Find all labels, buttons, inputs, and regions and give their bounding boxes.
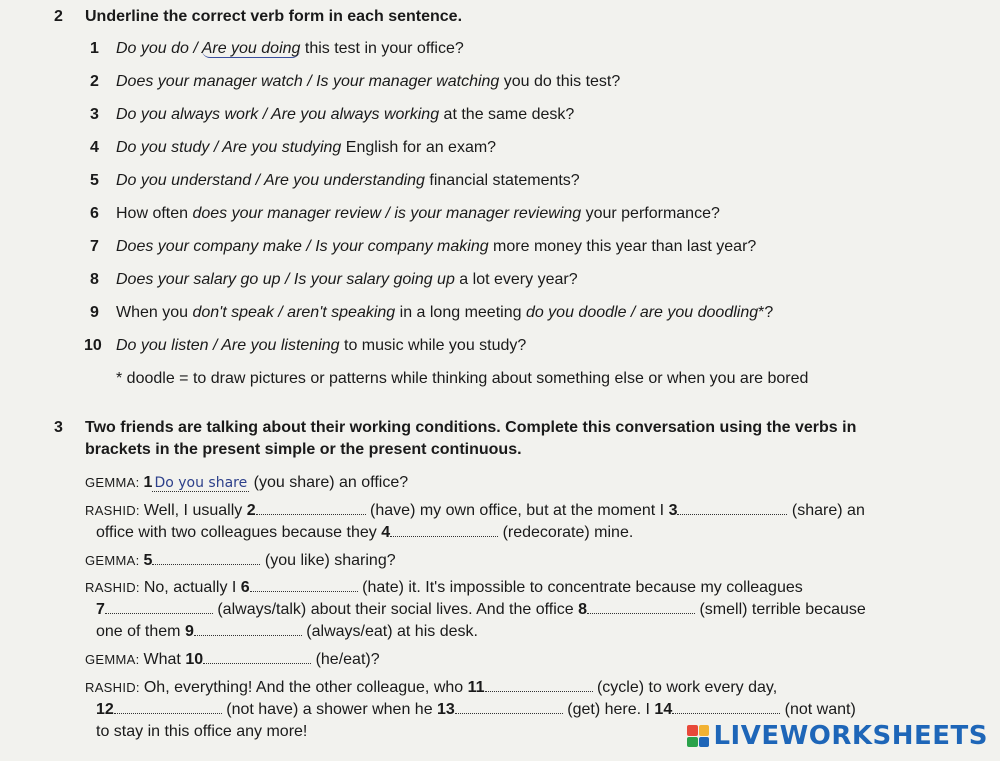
footnote: * doodle = to draw pictures or patterns while thinking about something else or when you are bored bbox=[116, 370, 809, 387]
exercise-2-item-7: 7 Does your company make / Is your company making more money this year than last year? bbox=[90, 238, 757, 255]
exercise-2-item-4: 4 Do you study / Are you studying English for an exam? bbox=[90, 139, 497, 156]
option-a[interactable]: Does your salary go up bbox=[116, 271, 281, 288]
dialogue-line-3: office with two colleagues because they 4 (redecorate) mine. bbox=[96, 524, 634, 541]
option-a[interactable]: Do you understand bbox=[116, 172, 252, 189]
option-b[interactable]: Is your salary going up bbox=[293, 271, 455, 288]
dialogue-line-5: RASHID: No, actually I 6 (hate) it. It's impossible to concentrate because my colleagues bbox=[85, 579, 803, 596]
option-a[interactable]: Do you do bbox=[116, 40, 189, 57]
dialogue-line-9: RASHID: Oh, everything! And the other colleague, who 11 (cycle) to work every day, bbox=[85, 679, 778, 696]
answer-field-6[interactable] bbox=[250, 579, 358, 592]
option-a[interactable]: Do you listen bbox=[116, 337, 209, 354]
exercise-2-item-1: 1 Do you do / Are you doing this test in your office? bbox=[90, 40, 464, 57]
option-b[interactable]: aren't speaking bbox=[287, 304, 396, 321]
exercise-2-item-8: 8 Does your salary go up / Is your salary going up a lot every year? bbox=[90, 271, 578, 288]
exercise-2-item-3: 3 Do you always work / Are you always working at the same desk? bbox=[90, 106, 575, 123]
answer-field-14[interactable] bbox=[672, 701, 780, 714]
option-a[interactable]: Does your manager watch bbox=[116, 73, 303, 90]
answer-field-10[interactable] bbox=[203, 651, 311, 664]
answer-field-2[interactable] bbox=[256, 502, 366, 515]
answer-field-9[interactable] bbox=[194, 623, 302, 636]
option-b[interactable]: Are you listening bbox=[221, 337, 340, 354]
answer-field-1[interactable]: Do you share bbox=[154, 475, 248, 491]
answer-field-11[interactable] bbox=[485, 679, 593, 692]
dialogue-line-11: to stay in this office any more! bbox=[96, 723, 308, 740]
option-b[interactable]: Are you studying bbox=[222, 139, 342, 156]
exercise-2-item-9: 9 When you don't speak / aren't speaking in a long meeting do you doodle / are you doodling*? bbox=[90, 304, 774, 321]
answer-field-12[interactable] bbox=[114, 701, 222, 714]
dialogue-line-8: GEMMA: What 10 (he/eat)? bbox=[85, 651, 380, 668]
exercise-2-instruction: Underline the correct verb form in each sentence. bbox=[85, 8, 463, 25]
answer-field-5[interactable] bbox=[152, 552, 260, 565]
exercise-2-item-10: 10 Do you listen / Are you listening to music while you study? bbox=[84, 337, 527, 354]
answer-field-4[interactable] bbox=[390, 524, 498, 537]
exercise-2-item-2: 2 Does your manager watch / Is your manager watching you do this test? bbox=[90, 73, 621, 90]
exercise-2-number: 2 bbox=[54, 8, 63, 25]
logo-mark-icon bbox=[687, 725, 709, 747]
dialogue-line-2: RASHID: Well, I usually 2 (have) my own office, but at the moment I 3 (share) an bbox=[85, 502, 865, 519]
option-a[interactable]: don't speak bbox=[192, 304, 274, 321]
dialogue-line-10: 12 (not have) a shower when he 13 (get) here. I 14 (not want) bbox=[96, 701, 856, 718]
answer-field-7[interactable] bbox=[105, 601, 213, 614]
exercise-2-item-6: 6 How often does your manager review / is your manager reviewing your performance? bbox=[90, 205, 720, 222]
option-b[interactable]: Are you understanding bbox=[263, 172, 425, 189]
option-a[interactable]: Do you study bbox=[116, 139, 210, 156]
option-a[interactable]: Does your company make bbox=[116, 238, 302, 255]
option-b2[interactable]: are you doodling bbox=[639, 304, 759, 321]
logo-text: LIVEWORKSHEETS bbox=[713, 721, 988, 751]
liveworksheets-logo bbox=[687, 721, 988, 751]
exercise-3-number: 3 bbox=[54, 419, 63, 436]
exercise-2-item-5: 5 Do you understand / Are you understanding financial statements? bbox=[90, 172, 580, 189]
option-a2[interactable]: do you doodle bbox=[525, 304, 627, 321]
option-b[interactable]: is your manager reviewing bbox=[394, 205, 582, 222]
dialogue-line-1: GEMMA: 1 Do you share (you share) an office? bbox=[85, 474, 409, 491]
option-b[interactable]: Are you always working bbox=[271, 106, 440, 123]
dialogue-line-4: GEMMA: 5 (you like) sharing? bbox=[85, 552, 396, 569]
option-a[interactable]: Do you always work bbox=[116, 106, 259, 123]
option-b[interactable]: Are you doing bbox=[201, 40, 301, 57]
answer-field-3[interactable] bbox=[677, 502, 787, 515]
exercise-3-instruction: Two friends are talking about their working conditions. Complete this conversation using the verbs in brackets in the present simple or the present continuous. bbox=[85, 419, 857, 458]
option-b[interactable]: Is your company making bbox=[315, 238, 489, 255]
dialogue-line-7: one of them 9 (always/eat) at his desk. bbox=[96, 623, 478, 640]
answer-field-8[interactable] bbox=[587, 601, 695, 614]
option-b[interactable]: Is your manager watching bbox=[316, 73, 500, 90]
option-a[interactable]: does your manager review bbox=[192, 205, 382, 222]
answer-field-13[interactable] bbox=[455, 701, 563, 714]
dialogue-line-6: 7 (always/talk) about their social lives. And the office 8 (smell) terrible because bbox=[96, 601, 866, 618]
